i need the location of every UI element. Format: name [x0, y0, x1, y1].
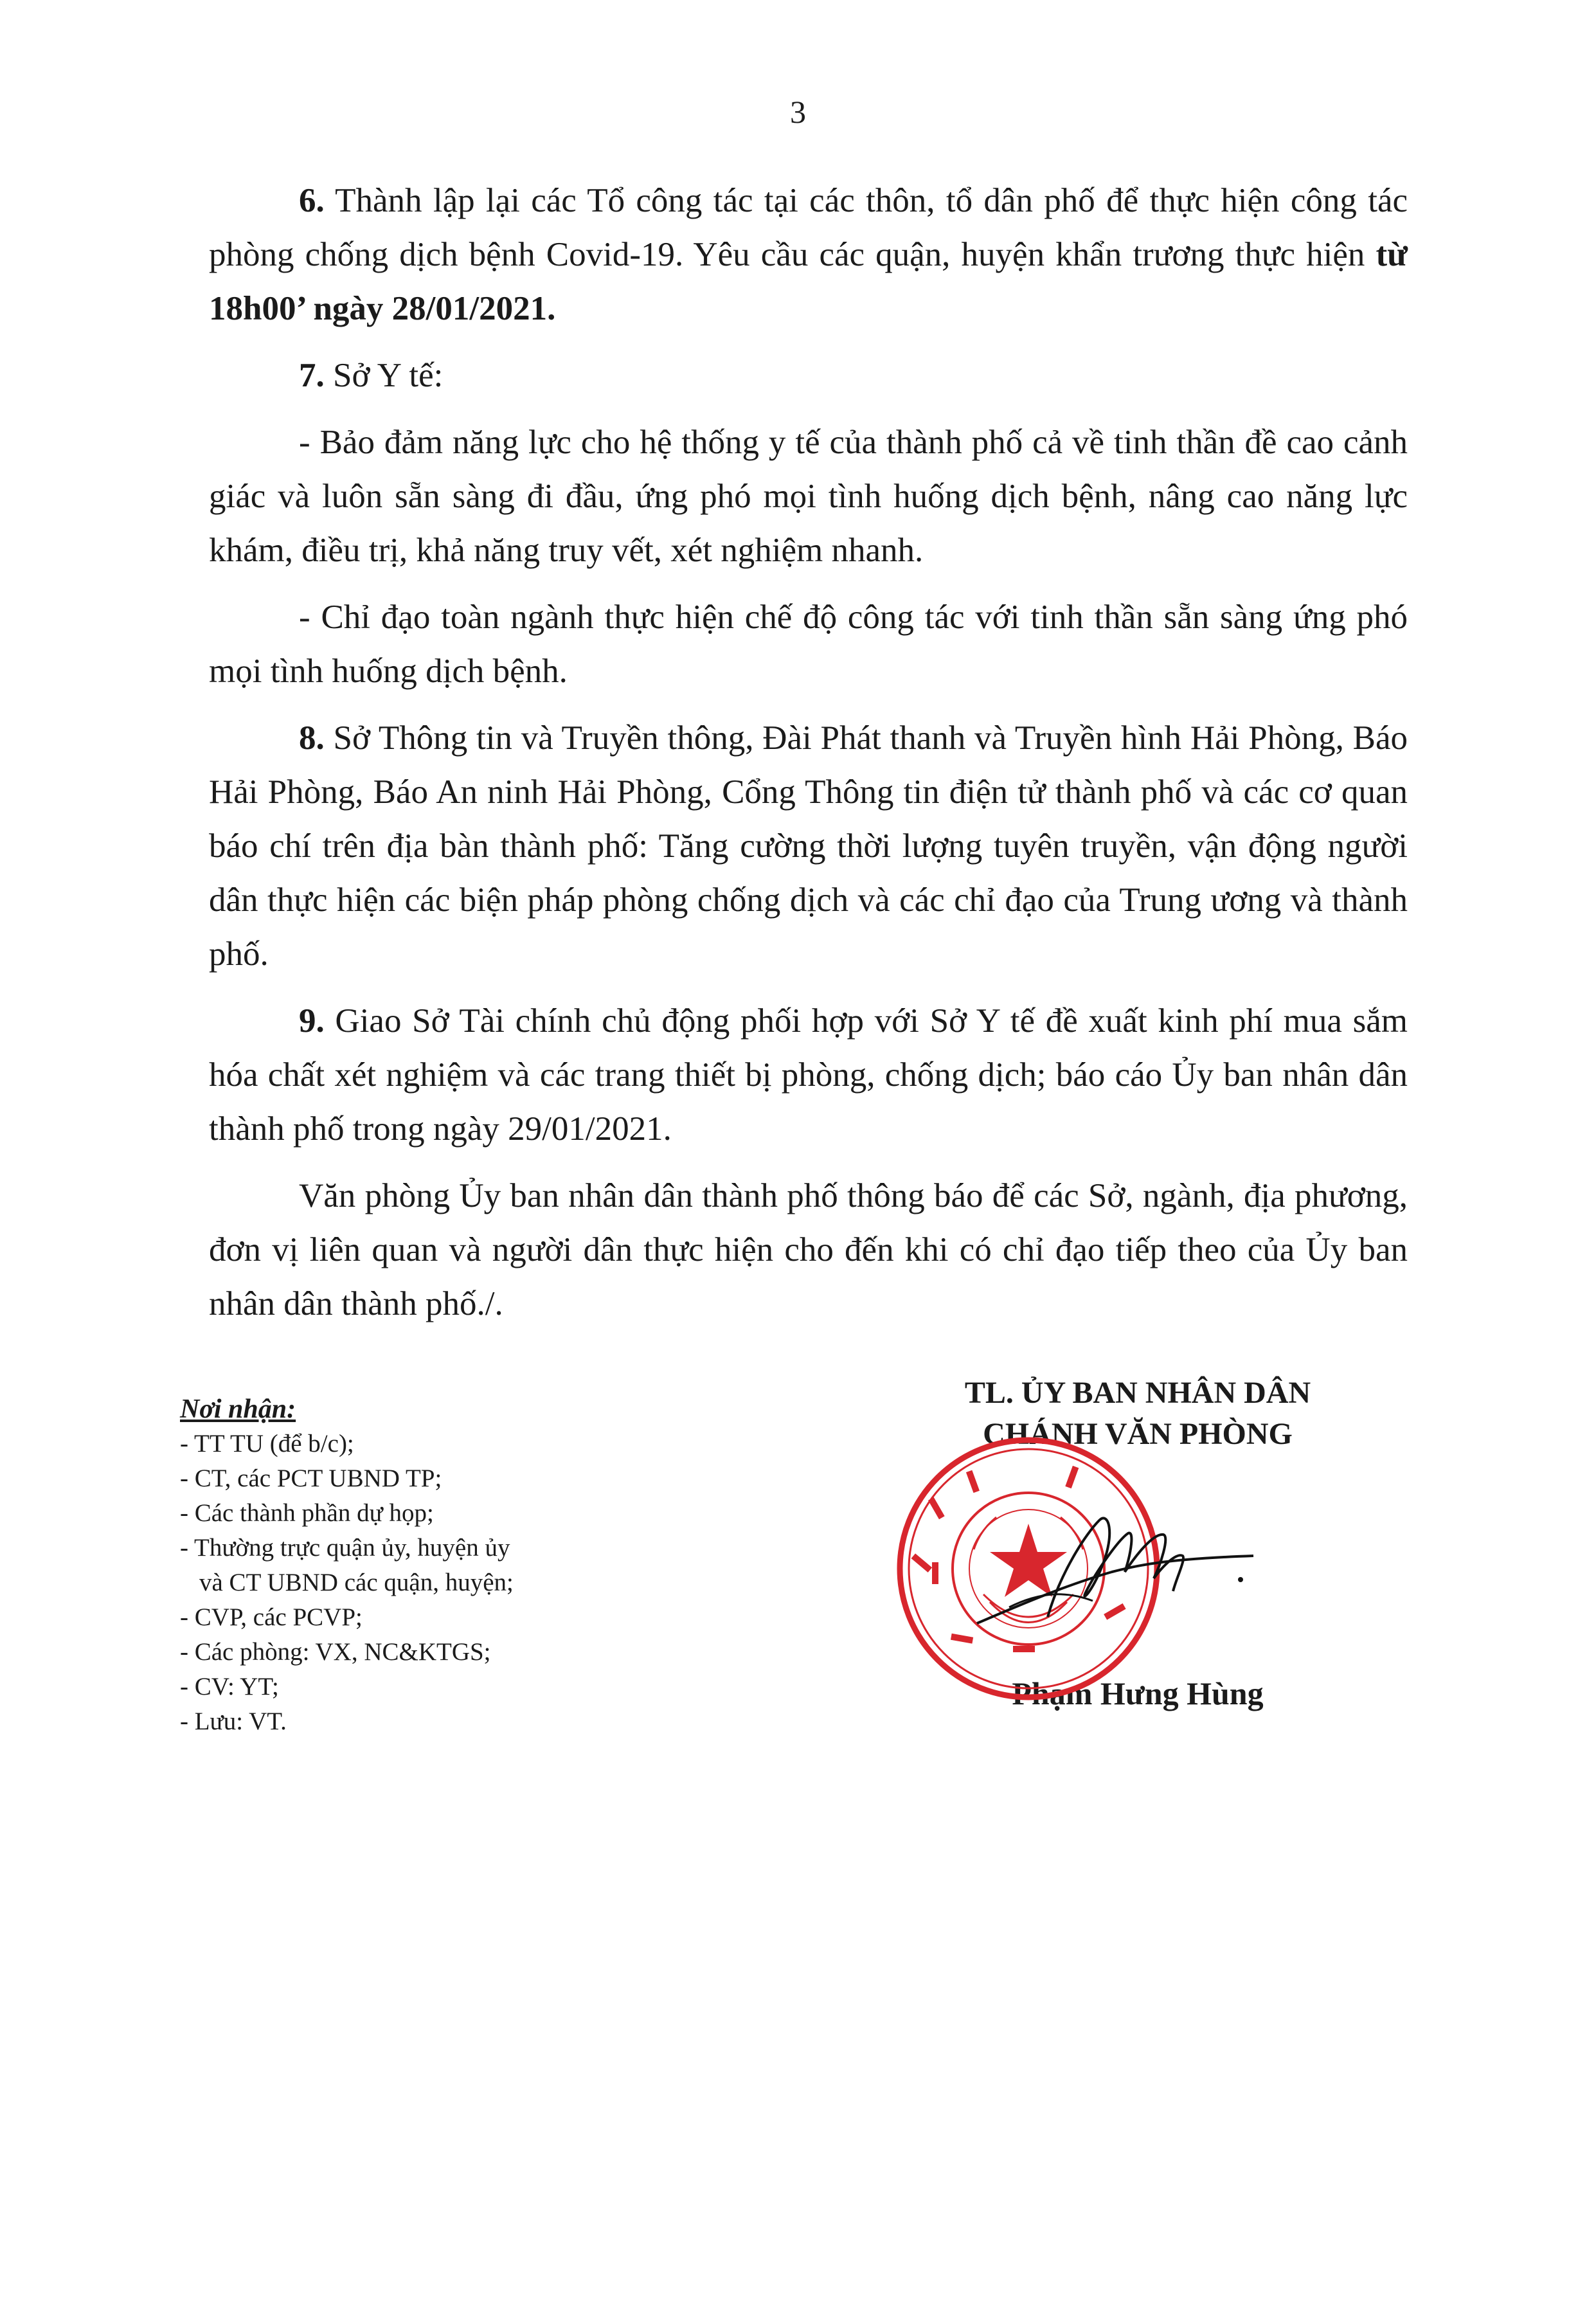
document-body [209, 174, 1408, 1344]
recipient-item: - Các thành phần dự họp; [180, 1499, 434, 1527]
recipient-item: - Các phòng: VX, NC&KTGS; [180, 1638, 491, 1666]
paragraph-closing: Văn phòng Ủy ban nhân dân thành phố thông báo để các Sở, ngành, địa phương, đơn vị liên quan và người dân thực hiện cho đến khi có chỉ đạo tiếp theo của Ủy ban nhân dân thành phố./. [209, 1177, 1408, 1322]
recipient-item: - Lưu: VT. [180, 1708, 287, 1735]
recipient-item: - CT, các PCT UBND TP; [180, 1465, 442, 1492]
paragraph-7b: - Chỉ đạo toàn ngành thực hiện chế độ công tác với tinh thần sẵn sàng ứng phó mọi tình huống dịch bệnh. [209, 599, 1408, 690]
recipient-item: - TT TU (để b/c); [180, 1430, 354, 1457]
handwritten-signature-icon [971, 1495, 1260, 1643]
paragraph-9: 9. Giao Sở Tài chính chủ động phối hợp với Sở Y tế đề xuất kinh phí mua sắm hóa chất xét nghiệm và các trang thiết bị phòng, chống dịch; báo cáo Ủy ban nhân dân thành phố trong ngày 29/01/2021. [209, 1002, 1408, 1148]
signature-title: CHÁNH VĂN PHÒNG [983, 1417, 1293, 1451]
paragraph-8: 8. Sở Thông tin và Truyền thông, Đài Phát thanh và Truyền hình Hải Phòng, Báo Hải Phòng, Báo An ninh Hải Phòng, Cổng Thông tin điện tử thành phố và các cơ quan báo chí trên địa bàn thành phố: Tăng cường thời lượng tuyên truyền, vận động người dân thực hiện các biện pháp phòng chống dịch và các chỉ đạo của Trung ương và thành phố. [209, 719, 1408, 973]
page-number: 3 [790, 94, 806, 130]
recipient-item: - CVP, các PCVP; [180, 1603, 363, 1631]
paragraph-7: 7. Sở Y tế: [299, 357, 444, 394]
recipients-title: Nơi nhận: [180, 1394, 296, 1424]
recipient-item: - Thường trực quận ủy, huyện ủy [180, 1534, 510, 1562]
signature-authority: TL. ỦY BAN NHÂN DÂN [964, 1376, 1311, 1410]
recipients-block [180, 1392, 707, 1739]
recipient-item: và CT UBND các quận, huyện; [199, 1569, 514, 1596]
paragraph-6: 6. Thành lập lại các Tổ công tác tại các thôn, tổ dân phố để thực hiện công tác phòng chống dịch bệnh Covid-19. Yêu cầu các quận, huyện khẩn trương thực hiện từ 18h00’ ngày 28/01/2021. [209, 182, 1408, 327]
signer-name: Phạm Hưng Hùng [1012, 1675, 1264, 1711]
paragraph-7a: - Bảo đảm năng lực cho hệ thống y tế của thành phố cả về tinh thần đề cao cảnh giác và luôn sẵn sàng đi đầu, ứng phó mọi tình huống dịch bệnh, nâng cao năng lực khám, điều trị, khả năng truy vết, xét nghiệm nhanh. [209, 424, 1408, 569]
signature-block [874, 1373, 1401, 1758]
recipient-item: - CV: YT; [180, 1673, 279, 1700]
